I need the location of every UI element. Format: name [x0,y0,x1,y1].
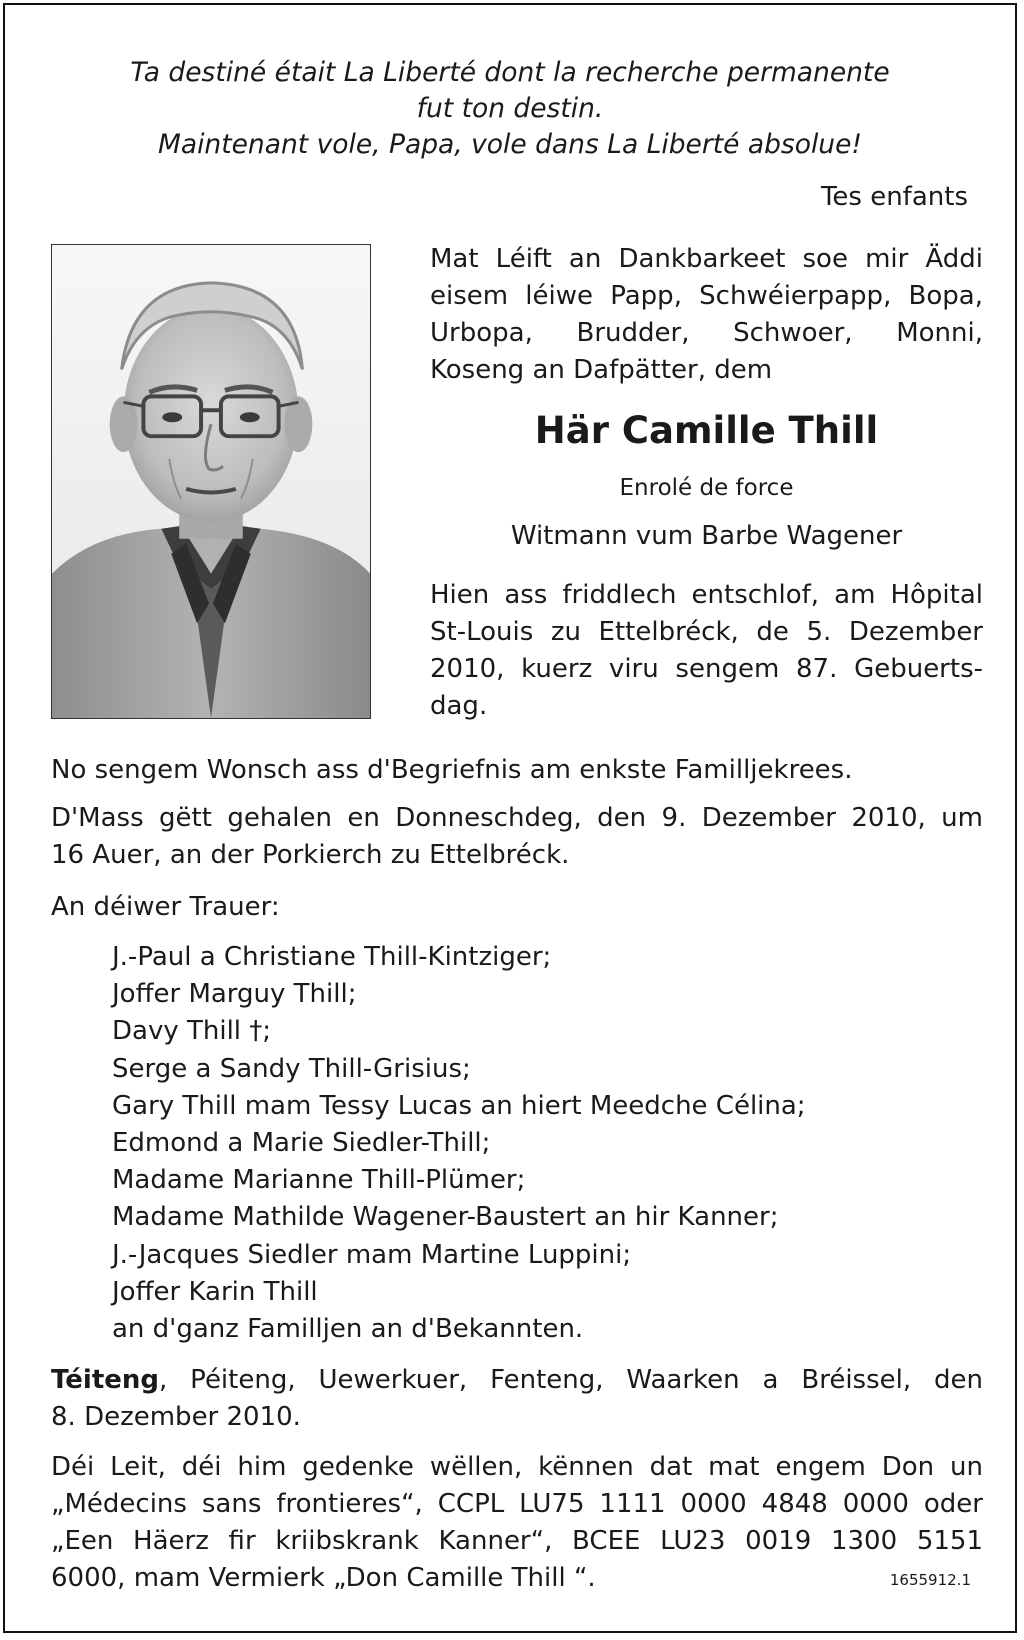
donation-line: 6000, mam Vermierk „Don Camille Thill “. [51,1563,596,1593]
death-notice [430,577,983,725]
reference-number: 1655912.1 [889,1571,971,1589]
mourner-entry: Joffer Marguy Thill; [112,979,357,1010]
quote-signoff: Tes enfants [820,182,968,212]
dedication-line: Urbopa, Brudder, Schwoer, Monni, [430,318,983,348]
mourner-entry: Madame Marianne Thill-Plümer; [112,1165,526,1196]
quote-line: fut ton destin. [416,93,604,124]
dedication-line: Koseng an Dafpätter, dem [430,355,773,385]
place-date: 8. Dezember 2010. [51,1402,301,1432]
place-and-date [51,1362,983,1436]
mourner-entry: Joffer Karin Thill [112,1276,318,1307]
epigraph-quote [45,55,975,163]
dedication-text [430,241,983,389]
wish-line: No sengem Wonsch ass d'Begriefnis am enkste Familljekrees. [51,755,853,785]
mass-notice [51,800,983,874]
mourning-intro: An déiwer Trauer: [51,892,280,922]
mourner-entry: Serge a Sandy Thill-Grisius; [112,1053,471,1084]
obituary-notice [3,3,1017,1633]
mourner-entry: Madame Mathilde Wagener-Baustert an hir Kanner; [112,1202,779,1233]
portrait-image [52,245,370,718]
mourner-entry: J.-Jacques Siedler mam Martine Luppini; [112,1239,632,1270]
mass-line: 16 Auer, an der Porkierch zu Ettelbréck. [51,840,570,870]
funeral-wish [51,752,983,789]
mourner-entry: an d'ganz Familljen an d'Bekannten. [112,1314,584,1345]
donation-notice [51,1449,983,1597]
dedication-line: eisem léiwe Papp, Schwéierpapp, Bopa, [430,281,983,311]
place-line [51,1362,983,1399]
mourner-entry: Edmond a Marie Siedler-Thill; [112,1128,491,1159]
place-town: Téiteng [51,1365,160,1395]
mourners-list [112,939,982,1348]
place-towns-rest: , Péiteng, Uewerkuer, Fenteng, Waarken a Bréissel, den [159,1365,983,1395]
death-line: St-Louis zu Ettelbréck, de 5. Dezember [430,617,983,647]
mourning-heading [51,889,983,926]
quote-line: Ta destiné était La Liberté dont la recherche permanente [130,57,890,88]
death-line: dag. [430,691,488,721]
mourner-entry: Davy Thill †; [112,1016,272,1047]
death-line: Hien ass friddlech entschlof, am Hôpital [430,580,983,610]
mass-line: D'Mass gëtt gehalen en Donneschdeg, den 9. Dezember 2010, um [51,803,983,833]
donation-line: Déi Leit, déi him gedenke wëllen, kënnen dat mat engem Don un [51,1452,983,1482]
mourner-entry: Gary Thill mam Tessy Lucas an hiert Meedche Célina; [112,1090,806,1121]
donation-line: „Médecins sans frontieres“, CCPL LU75 1111 0000 4848 0000 oder [51,1489,983,1519]
deceased-title: Enrolé de force [619,475,794,501]
deceased-name: Här Camille Thill [534,409,879,452]
mourner-entry: J.-Paul a Christiane Thill-Kintziger; [112,942,552,972]
dedication-line: Mat Léift an Dankbarkeet soe mir Äddi [430,244,983,274]
quote-line: Maintenant vole, Papa, vole dans La Liberté absolue! [157,129,863,160]
portrait-photo [51,244,371,719]
death-line: 2010, kuerz viru sengem 87. Gebuerts- [430,654,983,684]
donation-line: „Een Häerz fir kriibskrank Kanner“, BCEE LU23 0019 1300 5151 [51,1526,983,1556]
deceased-widower-of: Witmann vum Barbe Wagener [510,521,903,551]
